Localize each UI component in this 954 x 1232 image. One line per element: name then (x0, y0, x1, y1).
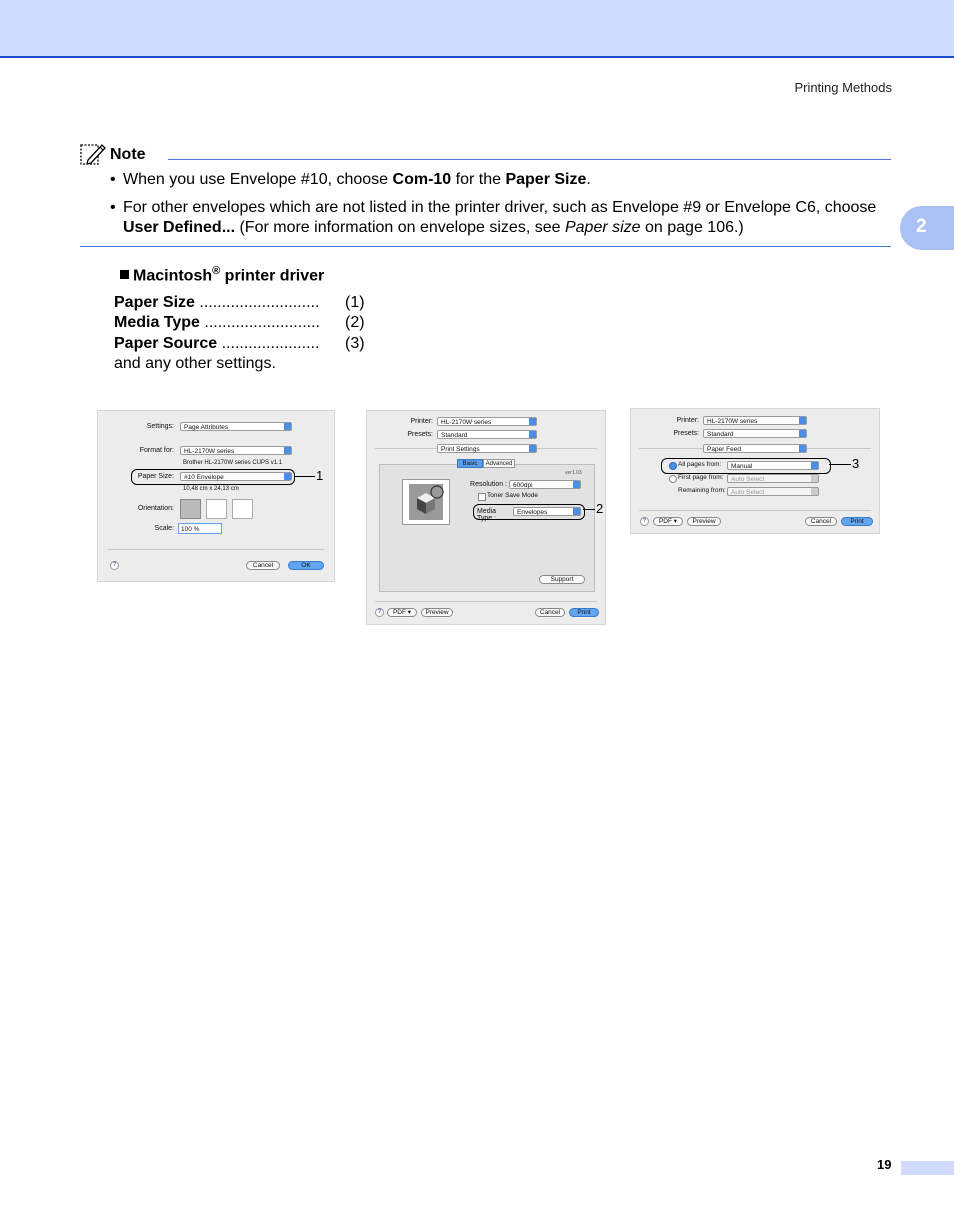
header-band (0, 0, 954, 58)
chevron-updown-icon (799, 445, 806, 452)
format-label: Format for: (139, 447, 174, 454)
page-number-bar (901, 1161, 954, 1175)
note-bottom-rule (80, 246, 891, 247)
presets-popup[interactable]: Standard (437, 430, 537, 439)
help-button[interactable]: ? (375, 608, 384, 617)
page-number: 19 (877, 1157, 892, 1172)
pdf-button[interactable]: PDF ▾ (387, 608, 417, 617)
square-bullet-icon (120, 270, 129, 279)
paper-dimensions: 10,48 cm x 24,13 cm (183, 486, 239, 492)
mac-heading: Macintosh® printer driver (120, 265, 324, 285)
page-setup-dialog (97, 410, 335, 582)
chevron-updown-icon (799, 430, 806, 437)
panel-popup[interactable]: Print Settings (437, 444, 537, 453)
chevron-updown-icon (529, 431, 536, 438)
bullet-dot: • (110, 171, 116, 188)
orientation-landscape-icon[interactable] (206, 499, 227, 519)
bullet-text: When you use Envelope #10, choose Com-10 for the Paper Size. (123, 171, 591, 188)
divider (375, 601, 597, 602)
cube-preview-icon (403, 480, 449, 524)
chevron-updown-icon (811, 488, 818, 495)
chevron-updown-icon (799, 417, 806, 424)
resolution-label: Resolution : (470, 481, 507, 488)
presets-popup[interactable]: Standard (703, 429, 807, 438)
settings-popup[interactable]: Page Attributes (180, 422, 292, 431)
media-type-popup[interactable]: Envelopes (513, 507, 581, 516)
paper-feed-dialog (630, 408, 880, 534)
first-page-popup[interactable]: Auto Select (727, 474, 819, 483)
bullet-dot: • (110, 199, 116, 216)
chevron-updown-icon (573, 481, 580, 488)
note-pencil-icon (80, 142, 106, 166)
presets-label: Presets: (407, 431, 433, 438)
print-settings-dialog (366, 410, 606, 625)
printer-label: Printer: (410, 418, 433, 425)
print-button[interactable]: Print (841, 517, 873, 526)
printer-popup[interactable]: HL-2170W series (703, 416, 807, 425)
tab-basic[interactable]: Basic (457, 459, 483, 468)
orientation-reverse-landscape-icon[interactable] (232, 499, 253, 519)
preview-button[interactable]: Preview (687, 517, 721, 526)
media-type-label: Media Type : (477, 508, 497, 522)
setting-row: Paper Source ...................... (3) (114, 335, 365, 352)
version-label: ver1.03 (565, 470, 582, 476)
preview-button[interactable]: Preview (421, 608, 453, 617)
printer-label: Printer: (676, 417, 699, 424)
setting-row: Paper Size ........................... (1) (114, 294, 365, 311)
help-button[interactable]: ? (110, 561, 119, 570)
cancel-button[interactable]: Cancel (805, 517, 837, 526)
callout-ring (661, 458, 831, 474)
pdf-button[interactable]: PDF ▾ (653, 517, 683, 526)
resolution-popup[interactable]: 600dpi (509, 480, 581, 489)
remaining-popup[interactable]: Auto Select (727, 487, 819, 496)
setting-row: Media Type .......................... (2) (114, 314, 365, 331)
callout-line (829, 464, 851, 465)
help-button[interactable]: ? (640, 517, 649, 526)
chapter-number: 2 (916, 216, 927, 237)
callout-number: 2 (596, 501, 604, 516)
scale-label: Scale: (154, 525, 174, 532)
all-pages-label: All pages from: (678, 461, 722, 468)
remaining-label: Remaining from: (678, 487, 726, 494)
printer-popup[interactable]: HL-2170W series (437, 417, 537, 426)
format-description: Brother HL-2170W series CUPS v1.1 (183, 460, 283, 466)
settings-label: Settings: (146, 423, 174, 430)
callout-ring (473, 504, 585, 520)
panel-popup[interactable]: Paper Feed (703, 444, 807, 453)
format-popup[interactable]: HL-2170W series (180, 446, 292, 455)
orientation-portrait-icon[interactable] (180, 499, 201, 519)
callout-line (583, 509, 595, 510)
paper-size-popup[interactable]: #10 Envelope (180, 472, 292, 481)
chevron-updown-icon (284, 447, 291, 454)
print-button[interactable]: Print (569, 608, 599, 617)
section-title: Printing Methods (794, 80, 892, 95)
bullet-text: For other envelopes which are not listed in the printer driver, such as Envelope #9 or Envelope C6, choose User Defined... (For more information on envelope sizes, see Paper size on page 106.) (123, 199, 877, 236)
callout-number: 3 (852, 456, 860, 471)
chevron-updown-icon (284, 423, 291, 430)
divider (639, 510, 871, 511)
chevron-updown-icon (529, 418, 536, 425)
toner-save-label: Toner Save Mode (487, 492, 538, 499)
chapter-tab (900, 206, 954, 250)
toner-save-checkbox[interactable] (478, 493, 486, 501)
chevron-updown-icon (811, 475, 818, 482)
callout-number: 1 (316, 468, 324, 483)
preview-image (402, 479, 450, 525)
callout-ring (131, 469, 295, 485)
cancel-button[interactable]: Cancel (246, 561, 280, 570)
presets-label: Presets: (673, 430, 699, 437)
callout-line (294, 476, 315, 477)
chevron-updown-icon (529, 445, 536, 452)
ok-button[interactable]: OK (288, 561, 324, 570)
first-page-radio[interactable] (669, 475, 677, 483)
scale-input[interactable]: 100 % (178, 523, 222, 534)
note-title: Note (110, 146, 146, 163)
support-button[interactable]: Support (539, 575, 585, 584)
paper-size-label: Paper Size: (137, 473, 174, 480)
all-pages-popup[interactable]: Manual (727, 461, 819, 470)
other-settings-text: and any other settings. (114, 355, 276, 372)
orientation-label: Orientation: (137, 505, 174, 512)
note-divider (168, 159, 891, 160)
tab-advanced[interactable]: Advanced (483, 459, 515, 468)
cancel-button[interactable]: Cancel (535, 608, 565, 617)
first-page-label: First page from: (678, 474, 724, 481)
divider (108, 549, 324, 550)
